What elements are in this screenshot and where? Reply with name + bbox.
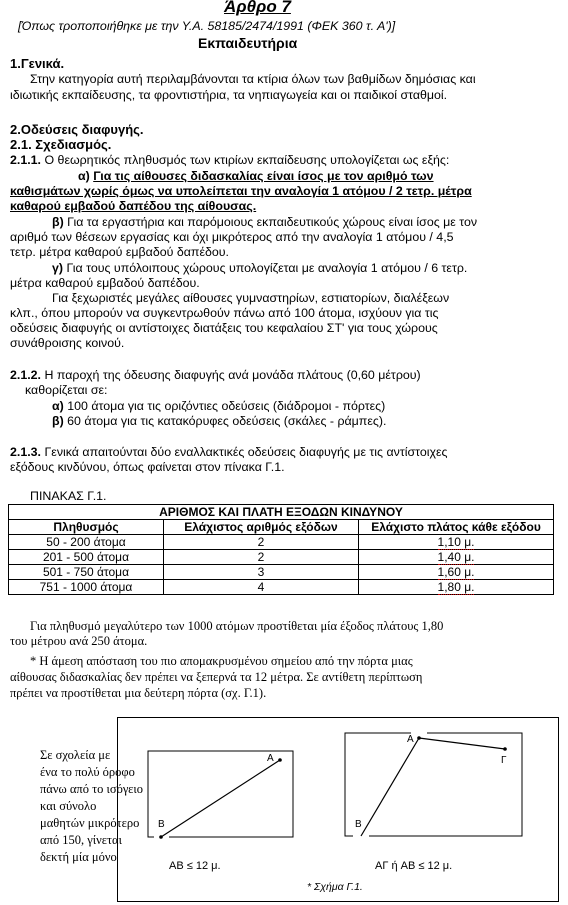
left-point-a (278, 758, 282, 762)
note-1-line2: του μέτρου ανά 250 άτομα. (10, 634, 148, 648)
separate-halls-line4: συνάθροισης κοινού. (10, 336, 125, 350)
table-label: ΠΙΝΑΚΑΣ Γ.1. (30, 489, 107, 503)
item-a-line1 (78, 169, 434, 184)
item-g-line2: μέτρα καθαρού εμβαδού δαπέδου. (10, 276, 200, 290)
section-1-heading: 1.Γενικά. (10, 56, 65, 71)
item-g-text-1: Για τους υπόλοιπους χώρους υπολογίζεται με αναλογία 1 ατόμου / 6 τετρ. (66, 261, 468, 275)
right-room-wall (345, 733, 522, 836)
exits-table (8, 504, 554, 595)
separate-halls-line2: κλπ., όπου μπορούν να συγκεντρωθούν πάνω από 100 άτομα, ισχύουν για τις (10, 306, 439, 320)
section-2-heading: 2.Οδεύσεις διαφυγής. (10, 122, 144, 137)
right-point-g (503, 747, 507, 751)
separate-halls-line1: Για ξεχωριστές μεγάλες αίθουσες γυμναστηρίων, εστιατορίων, διαλέξεων (52, 291, 450, 305)
left-formula: AB ≤ 12 μ. (169, 860, 221, 872)
table-row (9, 535, 554, 550)
left-room (148, 751, 293, 839)
cell-exits: 2 (164, 535, 359, 550)
sidebar-line: δεκτή μία μόνο (40, 850, 117, 864)
para-2-1-1 (10, 153, 449, 168)
item-g-label: γ) (52, 261, 64, 275)
table-row (9, 565, 554, 580)
column-header-min-width: Ελάχιστο πλάτος κάθε εξόδου (359, 520, 554, 535)
cell-exits: 3 (164, 565, 359, 580)
para-2-1-1-text: Ο θεωρητικός πληθυσμός των κτιρίων εκπαίδευσης υπολογίζεται ως εξής: (44, 153, 450, 167)
item-a-line2: καθισμάτων χωρίς όμως να υπολείπεται την αναλογία 1 ατόμου / 2 τετρ. μέτρα (10, 184, 472, 198)
cell-exits: 4 (164, 580, 359, 595)
right-label-b: B (355, 819, 362, 830)
cell-exits: 2 (164, 550, 359, 565)
item-b-line2: αριθμό των θέσεων εργασίας και όχι μικρότερος από την αναλογία 1 ατόμου / 4,5 (10, 230, 454, 244)
para-2-1-3-text: Γενικά απαιτούνται δύο εναλλακτικές οδεύσεις διαφυγής με τις αντίστοιχες (44, 445, 448, 459)
para-2-1-2 (10, 368, 421, 383)
para-2-1-2-item-b (52, 414, 386, 429)
para-2-1-1-label: 2.1.1. (10, 153, 42, 167)
right-path-ag (419, 738, 505, 749)
item-a-line3: καθαρού εμβαδού δαπέδου της αίθουσας. (10, 199, 257, 213)
figure-diagram (117, 717, 558, 901)
section-1-text-line1: Στην κατηγορία αυτή περιλαμβάνονται τα κτίρια όλων των βαθμίδων δημόσιας και (30, 72, 476, 86)
right-room (345, 733, 522, 836)
left-label-a: A (267, 753, 274, 764)
cell-population: 50 - 200 άτομα (9, 535, 164, 550)
right-label-a: A (407, 734, 414, 745)
para-2-1-2-label: 2.1.2. (10, 368, 42, 382)
cell-width (359, 550, 554, 565)
table-caption-row (9, 505, 554, 520)
table-row (9, 580, 554, 595)
table-caption: ΑΡΙΘΜΟΣ ΚΑΙ ΠΛΑΤΗ ΕΞΟΔΩΝ ΚΙΝΔΥΝΟΥ (9, 505, 554, 520)
cell-width-value: 1,80 μ. (437, 580, 475, 594)
para-2-1-2-item-a-text: 100 άτομα για τις οριζόντιες οδεύσεις (διάδρομοι - πόρτες) (67, 399, 386, 413)
item-g-line1 (52, 261, 467, 276)
section-1-text-line2: ιδιωτικής εκπαίδευσης, τα φροντιστήρια, τα νηπιαγωγεία και οι παιδικοί σταθμοί. (10, 88, 448, 102)
sidebar-line: και σύνολο (40, 799, 97, 813)
item-b-text-1: Για τα εργαστήρια και παρόμοιους εκπαιδευτικούς χώρους είναι ίσος με τον (67, 215, 478, 229)
note-2-line2: αίθουσας διδασκαλίας δεν πρέπει να ξεπερνά τα 12 μέτρα. Σε αντίθετη περίπτωση (10, 670, 423, 684)
para-2-1-3-label: 2.1.3. (10, 445, 42, 459)
cell-width-value: 1,10 μ. (437, 535, 475, 549)
right-formula: AΓ ή AB ≤ 12 μ. (375, 860, 453, 872)
cell-width (359, 565, 554, 580)
left-label-b: B (158, 819, 165, 830)
cell-population: 751 - 1000 άτομα (9, 580, 164, 595)
separate-halls-line3: οδεύσεις διαφυγής οι αντίστοιχες διατάξεις του κεφαλαίου ΣΤ' για τους χώρους (10, 321, 438, 335)
right-label-g: Γ (501, 755, 507, 766)
sidebar-line: από 150, γίνεται (40, 833, 122, 847)
cell-width (359, 580, 554, 595)
cell-width (359, 535, 554, 550)
item-b-line1 (52, 215, 477, 230)
sidebar-line: μαθητών μικρότερο (40, 816, 140, 830)
right-path-ab (361, 738, 419, 836)
cell-population: 501 - 750 άτομα (9, 565, 164, 580)
table-header-row (9, 520, 554, 535)
para-2-1-2-item-b-label: β) (52, 414, 64, 428)
sidebar-line: ένα το πολύ όροφο (40, 765, 135, 779)
para-2-1-2-item-b-text: 60 άτομα για τις κατακόρυφες οδεύσεις (σκάλες - ράμπες). (67, 414, 387, 428)
column-header-population: Πληθυσμός (9, 520, 164, 535)
note-2-line3: πρέπει να προστίθεται μια δεύτερη πόρτα (σχ. Γ.1). (10, 686, 267, 700)
para-2-1-2-line2: καθορίζεται σε: (25, 383, 108, 397)
para-2-1-3-line2: εξόδους κινδύνου, όπως φαίνεται στον πίνακα Γ.1. (10, 460, 285, 474)
column-header-min-exits: Ελάχιστος αριθμός εξόδων (164, 520, 359, 535)
item-b-label: β) (52, 215, 64, 229)
left-point-b (159, 835, 163, 839)
right-point-a (417, 736, 421, 740)
left-path-ab (161, 760, 280, 837)
table-row (9, 550, 554, 565)
figure-caption: * Σχήμα Γ.1. (307, 881, 363, 893)
amendment-note: [Όπως τροποποιήθηκε με την Υ.Α. 58185/2474/1991 (ΦΕΚ 360 τ. Α')] (18, 19, 396, 33)
article-title: Άρθρο 7 (224, 0, 291, 16)
para-2-1-3 (10, 445, 448, 460)
sidebar-line: πάνω από το ισόγειο (40, 782, 144, 796)
cell-width-value: 1,60 μ. (437, 565, 475, 579)
section-2-1-heading: 2.1. Σχεδιασμός. (10, 137, 112, 152)
cell-width-value: 1,40 μ. (437, 550, 475, 564)
item-a-label: α) (78, 169, 90, 183)
item-a-text-1: Για τις αίθουσες διδασκαλίας είναι ίσος με τον αριθμό των (93, 169, 434, 183)
para-2-1-2-item-a (52, 399, 385, 414)
item-b-line3: τετρ. μέτρα καθαρού εμβαδού δαπέδου. (10, 245, 229, 259)
para-2-1-2-item-a-label: α) (52, 399, 64, 413)
cell-population: 201 - 500 άτομα (9, 550, 164, 565)
sidebar-line: Σε σχολεία με (40, 748, 111, 762)
para-2-1-2-text: Η παροχή της όδευσης διαφυγής ανά μονάδα πλάτους (0,60 μέτρου) (44, 368, 421, 382)
page-subtitle: Εκπαιδευτήρια (198, 35, 298, 51)
note-1-line1: Για πληθυσμό μεγαλύτερο των 1000 ατόμων προστίθεται μία έξοδος πλάτους 1,80 (30, 619, 444, 633)
note-2-line1: * Η άμεση απόσταση του πιο απομακρυσμένου σημείου από την πόρτα μιας (30, 654, 413, 668)
